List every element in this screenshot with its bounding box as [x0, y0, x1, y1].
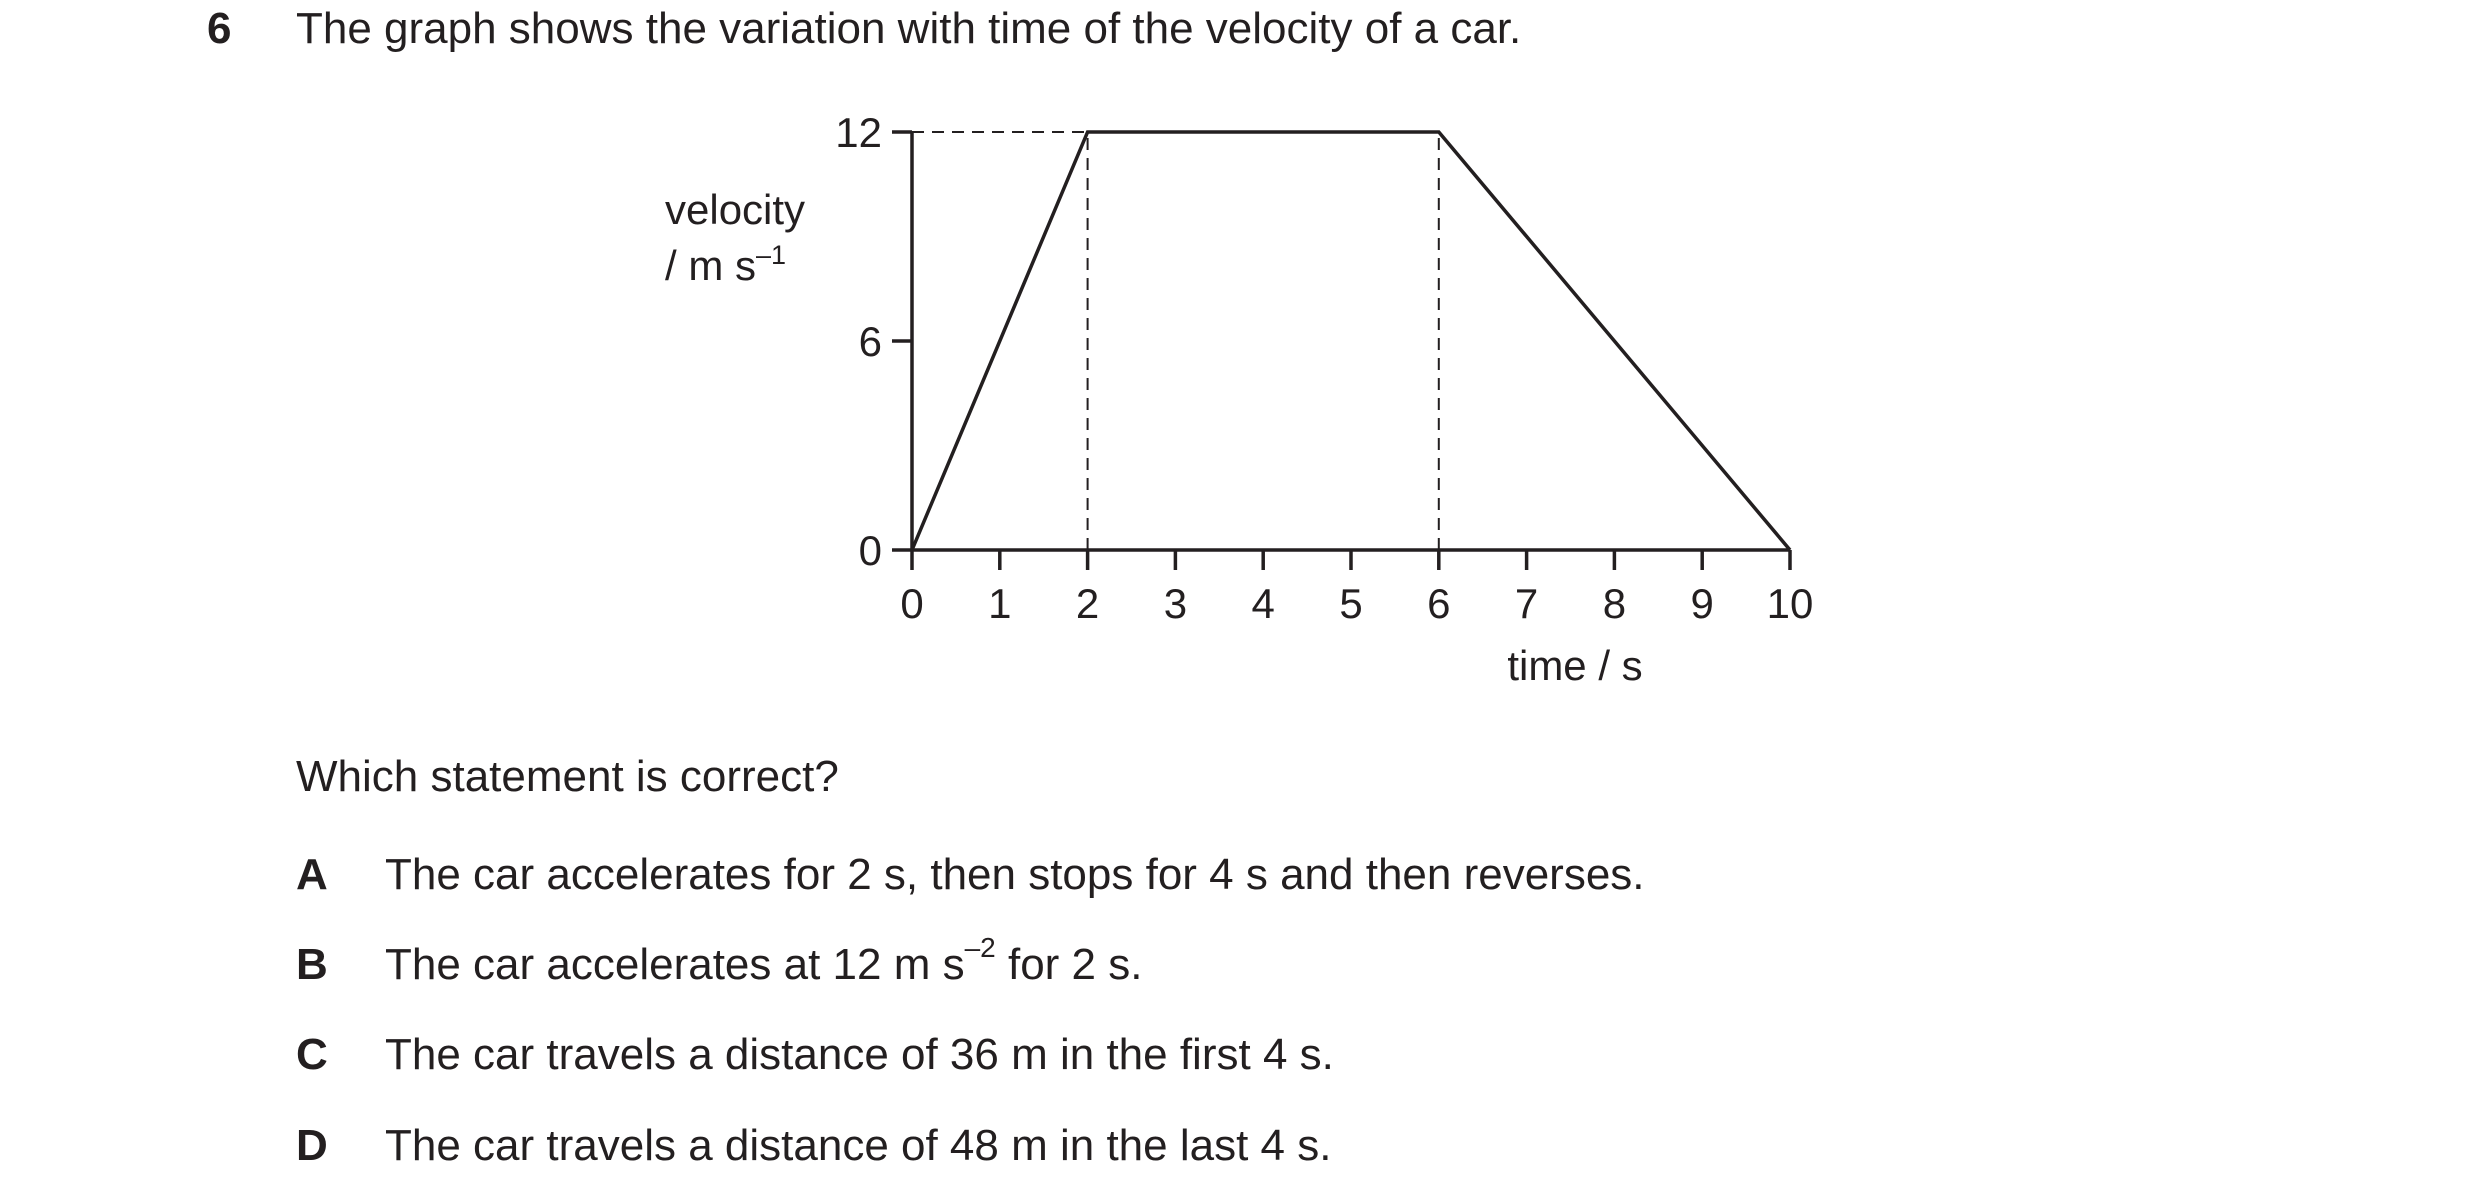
- option-text-tail: for 2 s.: [995, 940, 1143, 989]
- question-prompt: Which statement is correct?: [296, 752, 839, 801]
- x-tick-label-4: 4: [1251, 580, 1275, 627]
- option-text: The car travels a distance of 36 m in the first 4 s.: [385, 1030, 1334, 1079]
- x-tick-label-1: 1: [988, 580, 1012, 627]
- y-axis-label-line1: velocity: [665, 186, 806, 233]
- x-tick-label-6: 6: [1427, 580, 1451, 627]
- question-stem: The graph shows the variation with time of the velocity of a car.: [296, 4, 1522, 53]
- option-letter: D: [296, 1121, 328, 1170]
- question-number: 6: [207, 4, 232, 53]
- y-axis-label-unit: / m s: [665, 242, 756, 289]
- option-text: The car accelerates for 2 s, then stops for 4 s and then reverses.: [385, 850, 1645, 899]
- y-axis-label-line2: [665, 240, 786, 289]
- y-tick-label-0: 0: [858, 527, 882, 574]
- option-text-main: The car accelerates at 12 m s: [385, 940, 965, 989]
- y-axis-label-exponent: –1: [756, 240, 787, 270]
- velocity-line: [912, 132, 1790, 550]
- option-c[interactable]: [296, 1030, 2096, 1090]
- x-tick-label-3: 3: [1163, 580, 1188, 627]
- x-tick-label-9: 9: [1690, 580, 1714, 627]
- option-text: The car travels a distance of 48 m in the last 4 s.: [385, 1121, 1332, 1170]
- option-letter: A: [296, 850, 328, 899]
- x-tick-label-10: 10: [1766, 580, 1814, 627]
- x-axis-label: time / s: [1507, 642, 1643, 689]
- option-letter: B: [296, 940, 328, 989]
- option-letter: C: [296, 1030, 328, 1079]
- option-text-exponent: –2: [964, 932, 996, 964]
- x-tick-label-8: 8: [1602, 580, 1627, 627]
- x-tick-label-2: 2: [1075, 580, 1100, 627]
- option-d[interactable]: [296, 1121, 2096, 1181]
- dashed-guides: [912, 132, 1439, 550]
- option-text: [385, 932, 1143, 990]
- x-tick-label-0: 0: [900, 580, 924, 627]
- x-tick-label-5: 5: [1339, 580, 1363, 627]
- x-tick-label-7: 7: [1514, 580, 1539, 627]
- option-a[interactable]: [296, 850, 2096, 910]
- y-tick-label-6: 6: [858, 318, 882, 365]
- y-tick-label-12: 12: [835, 109, 882, 156]
- option-b[interactable]: [296, 932, 2096, 1000]
- axis-ticks: [892, 132, 1790, 570]
